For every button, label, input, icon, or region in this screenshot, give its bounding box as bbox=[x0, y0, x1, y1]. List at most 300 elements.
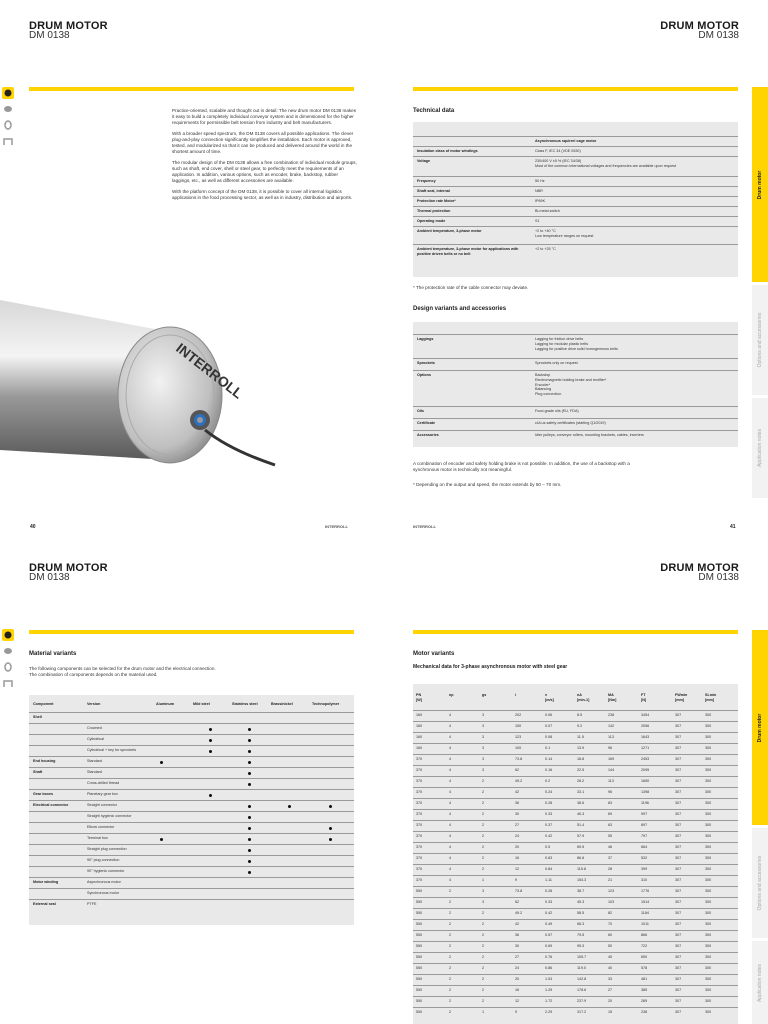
intro-text bbox=[172, 108, 357, 201]
motor-cell: 16 bbox=[515, 988, 520, 992]
motor-cell: 238 bbox=[641, 1010, 648, 1014]
motor-cell: 2 bbox=[482, 944, 485, 948]
motor-cell: 370 bbox=[416, 856, 423, 860]
material-available-dot bbox=[248, 750, 251, 753]
motor-cell: 69 bbox=[608, 812, 613, 816]
motor-cell: 1514 bbox=[641, 900, 650, 904]
material-table bbox=[29, 695, 354, 925]
material-available-dot bbox=[248, 827, 251, 830]
motor-cell: 300 bbox=[705, 790, 712, 794]
motor-cell: 142 bbox=[608, 724, 615, 728]
motor-cell: 2056 bbox=[641, 724, 650, 728]
motor-cell: 113 bbox=[608, 779, 614, 783]
motor-cell: 96 bbox=[608, 746, 613, 750]
motor-cell: 4 bbox=[449, 823, 452, 827]
tab-options-accessories-bottom[interactable] bbox=[752, 828, 768, 938]
tech-row-value: S1 bbox=[535, 219, 540, 223]
motor-row bbox=[413, 787, 738, 794]
header-subtitle-tr: DM 0138 bbox=[698, 30, 739, 41]
footer-brand-tl: INTERROLL bbox=[325, 524, 348, 529]
motor-cell: 370 bbox=[416, 790, 423, 794]
material-available-dot bbox=[209, 739, 212, 742]
design-row-value: Backstop Electromagnetic holding brake and rectifier* Encoder* Balancing Plug connection bbox=[535, 373, 607, 397]
motor-cell: 300 bbox=[705, 713, 712, 717]
motor-cell: 2 bbox=[482, 801, 485, 805]
motor-cell: 2095 bbox=[641, 768, 650, 772]
motor-cell: 307 bbox=[675, 746, 682, 750]
motor-cell: 370 bbox=[416, 801, 423, 805]
material-version: Terminal box bbox=[87, 836, 108, 840]
motor-cell: 550 bbox=[416, 988, 423, 992]
motor-cell: 16 bbox=[515, 856, 520, 860]
motor-cell: 0.33 bbox=[545, 812, 553, 816]
motor-row bbox=[413, 996, 738, 1003]
motor-cell: 310 bbox=[641, 878, 648, 882]
motor-cell: 57.9 bbox=[577, 834, 585, 838]
motor-cell: 50 bbox=[608, 944, 613, 948]
material-available-dot bbox=[329, 827, 332, 830]
motor-cell: 123 bbox=[608, 889, 615, 893]
material-component: Electrical connector bbox=[33, 803, 69, 807]
material-available-dot bbox=[248, 761, 251, 764]
motor-cell: 13.9 bbox=[577, 746, 585, 750]
motor-cell: 83 bbox=[608, 801, 613, 805]
motor-cell: 300 bbox=[705, 900, 712, 904]
motor-row bbox=[413, 1007, 738, 1014]
motor-cell: 307 bbox=[675, 812, 682, 816]
motor-cell: 300 bbox=[705, 757, 712, 761]
motor-row bbox=[413, 809, 738, 816]
motor-cell: 0.37 bbox=[545, 823, 553, 827]
motor-cell: 307 bbox=[675, 779, 682, 783]
material-row bbox=[29, 734, 354, 741]
design-row-key: Certificate bbox=[417, 421, 436, 425]
motor-cell: 49.2 bbox=[515, 911, 523, 915]
motor-cell: 37 bbox=[608, 856, 613, 860]
motor-variants-title: Motor variants bbox=[413, 651, 455, 657]
motor-cell: 866 bbox=[641, 933, 648, 937]
material-available-dot bbox=[248, 739, 251, 742]
motor-cell: 30 bbox=[515, 812, 520, 816]
motor-cell: 119.0 bbox=[577, 966, 586, 970]
tech-row-value: 230/400 V ±5 % (IEC 34/38) Most of the common international voltages and frequencies are available upon request bbox=[535, 159, 677, 168]
motor-cell: 399 bbox=[641, 867, 648, 871]
motor-cell: 113 bbox=[608, 735, 614, 739]
motor-cell: 45 bbox=[608, 955, 613, 959]
motor-cell: 0.33 bbox=[545, 900, 553, 904]
material-version: Asynchronous motor bbox=[87, 880, 121, 884]
motor-row bbox=[413, 798, 738, 805]
material-available-dot bbox=[209, 750, 212, 753]
ring-icon bbox=[2, 661, 14, 673]
material-version: Straight hygienic connector bbox=[87, 814, 132, 818]
motor-cell: 481 bbox=[641, 977, 648, 981]
motor-cell: 300 bbox=[705, 977, 712, 981]
motor-row bbox=[413, 864, 738, 871]
motor-row bbox=[413, 897, 738, 904]
material-component: Gear boxes bbox=[33, 792, 54, 796]
motor-cell: 2 bbox=[482, 966, 485, 970]
motor-cell: 20 bbox=[608, 999, 613, 1003]
motor-row bbox=[413, 886, 738, 893]
motor-cell: 300 bbox=[705, 889, 712, 893]
motor-cell: 30 bbox=[515, 944, 520, 948]
motor-cell: 307 bbox=[675, 845, 682, 849]
design-variants-table bbox=[413, 322, 738, 447]
motor-cell: 169 bbox=[608, 757, 615, 761]
motor-cell: 2 bbox=[449, 955, 452, 959]
motor-cell: 33.1 bbox=[577, 790, 585, 794]
motor-cell: 550 bbox=[416, 955, 423, 959]
motor-cell: 2 bbox=[449, 900, 452, 904]
motor-row bbox=[413, 974, 738, 981]
motor-cell: 4 bbox=[449, 878, 452, 882]
motor-row bbox=[413, 776, 738, 783]
tab-application-notes-bottom[interactable] bbox=[752, 941, 768, 1024]
motor-cell: 2 bbox=[482, 955, 485, 959]
header-title-bl: DRUM MOTOR bbox=[29, 562, 108, 574]
drum-motor-icon bbox=[2, 629, 14, 641]
material-row bbox=[29, 855, 354, 862]
motor-cell: 300 bbox=[705, 999, 712, 1003]
motor-row bbox=[413, 875, 738, 882]
material-row bbox=[29, 877, 354, 884]
tech-row-value: Bi-metal switch bbox=[535, 209, 560, 213]
motor-cell: 4 bbox=[449, 779, 452, 783]
material-version: Cross-drilled thread bbox=[87, 781, 120, 785]
roller-icon bbox=[2, 645, 14, 657]
motor-cell: 550 bbox=[416, 999, 423, 1003]
motor-cell: 15 bbox=[608, 1010, 613, 1014]
motor-cell: 2453 bbox=[641, 757, 650, 761]
motor-cell: 1650 bbox=[641, 779, 650, 783]
motor-header: i bbox=[515, 693, 517, 697]
design-note-1: A combination of encoder and safety holding brake is not possible. In addition, the use of a backstop with a synchronous motor is technically not meaningful. bbox=[413, 461, 630, 472]
motor-cell: 664 bbox=[641, 845, 648, 849]
motor-cell: 3 bbox=[482, 746, 485, 750]
material-available-dot bbox=[160, 838, 163, 841]
tab-options-accessories-top[interactable] bbox=[752, 285, 768, 395]
motor-cell: 2 bbox=[482, 856, 485, 860]
motor-cell: 9.2 bbox=[577, 724, 583, 728]
motor-cell: 550 bbox=[416, 944, 423, 948]
motor-cell: 370 bbox=[416, 823, 423, 827]
motor-cell: 178.6 bbox=[577, 988, 587, 992]
motor-cell: 997 bbox=[641, 812, 648, 816]
tab-drum-motor-top[interactable] bbox=[752, 87, 768, 282]
tech-row-value: +2 to +40 °C Low temperature ranges on request bbox=[535, 229, 594, 238]
motor-cell: 3 bbox=[482, 724, 485, 728]
tab-drum-motor-bottom[interactable] bbox=[752, 630, 768, 825]
motor-cell: 300 bbox=[705, 922, 712, 926]
motor-cell: 27 bbox=[608, 988, 613, 992]
material-row bbox=[29, 866, 354, 873]
material-available-dot bbox=[209, 728, 212, 731]
motor-cell: 21 bbox=[608, 878, 613, 882]
motor-cell: 160 bbox=[416, 724, 423, 728]
material-version: Straight plug connection bbox=[87, 847, 127, 851]
motor-cell: 4 bbox=[449, 724, 452, 728]
motor-cell: 300 bbox=[705, 812, 712, 816]
motor-cell: 307 bbox=[675, 988, 682, 992]
intro-paragraph-2: With a broader speed spectrum, the DM 0138 covers all possible applications. The clever plug-and-play connection significantly simplifies the installation. Each motor is approved, tested, and modularized so that it can be produced and delivered around the world in the shortest amount of time. bbox=[172, 131, 354, 154]
material-version: Cylindrical bbox=[87, 737, 105, 741]
footer-brand-tr: INTERROLL bbox=[413, 524, 436, 529]
motor-row bbox=[413, 765, 738, 772]
motor-cell: 289 bbox=[641, 999, 648, 1003]
header-subtitle-tl: DM 0138 bbox=[29, 30, 70, 41]
motor-cell: 33 bbox=[608, 977, 613, 981]
mat-header-mild-steel: Mild steel bbox=[193, 702, 210, 706]
motor-cell: 24 bbox=[515, 834, 520, 838]
motor-cell: 68.3 bbox=[577, 922, 585, 926]
motor-cell: 385 bbox=[641, 988, 648, 992]
material-row bbox=[29, 756, 354, 763]
motor-cell: 86.8 bbox=[577, 856, 585, 860]
tab-label: Drum motor bbox=[757, 170, 763, 199]
motor-cell: 2 bbox=[482, 812, 485, 816]
material-row bbox=[29, 822, 354, 829]
motor-cell: 300 bbox=[705, 911, 712, 915]
motor-cell: 300 bbox=[705, 834, 712, 838]
motor-cell: 58.5 bbox=[577, 911, 585, 915]
motor-cell: 307 bbox=[675, 977, 682, 981]
material-available-dot bbox=[248, 783, 251, 786]
motor-cell: 1643 bbox=[641, 735, 650, 739]
motor-cell: 0.14 bbox=[545, 757, 553, 761]
material-available-dot bbox=[329, 805, 332, 808]
drum-motor-image bbox=[0, 290, 280, 490]
material-available-dot bbox=[248, 838, 251, 841]
motor-cell: 3 bbox=[482, 889, 485, 893]
motor-cell: 0.2 bbox=[545, 779, 551, 783]
motor-cell: 307 bbox=[675, 900, 682, 904]
bracket-icon bbox=[2, 677, 14, 689]
tech-row-key: Voltage bbox=[417, 159, 431, 163]
motor-cell: 300 bbox=[705, 845, 712, 849]
motor-cell: 1271 bbox=[641, 746, 650, 750]
motor-cell: 897 bbox=[641, 823, 648, 827]
motor-cell: 3454 bbox=[641, 713, 650, 717]
motor-cell: 550 bbox=[416, 889, 423, 893]
yellow-rule-tr bbox=[413, 87, 738, 91]
motor-cell: 36 bbox=[515, 801, 520, 805]
motor-cell: 79.5 bbox=[577, 933, 585, 937]
motor-row bbox=[413, 721, 738, 728]
motor-cell: 95.3 bbox=[577, 944, 585, 948]
motor-cell: 300 bbox=[705, 801, 712, 805]
motor-cell: 4 bbox=[449, 757, 452, 761]
side-icons-bl bbox=[0, 627, 16, 697]
motor-cell: 307 bbox=[675, 735, 682, 739]
tech-data-table bbox=[413, 122, 738, 277]
design-row-key: Options bbox=[417, 373, 431, 377]
motor-cell: 307 bbox=[675, 1010, 682, 1014]
tab-label: Options and accessories bbox=[757, 312, 763, 368]
material-available-dot bbox=[248, 871, 251, 874]
material-version: Standard bbox=[87, 759, 102, 763]
motor-header: PN [W] bbox=[416, 693, 422, 702]
motor-cell: 2 bbox=[449, 999, 452, 1003]
motor-cell: 300 bbox=[705, 955, 712, 959]
motor-cell: 18.8 bbox=[577, 757, 585, 761]
header-subtitle-br: DM 0138 bbox=[698, 572, 739, 583]
motor-cell: 12 bbox=[515, 999, 520, 1003]
material-available-dot bbox=[209, 794, 212, 797]
material-component: External seal bbox=[33, 902, 56, 906]
tech-row-value: NBR bbox=[535, 189, 543, 193]
motor-cell: 550 bbox=[416, 977, 423, 981]
motor-cell: 2 bbox=[482, 790, 485, 794]
material-row bbox=[29, 899, 354, 906]
motor-cell: 11.5 bbox=[577, 735, 584, 739]
tech-row-key: Operating mode bbox=[417, 219, 446, 223]
motor-cell: 62 bbox=[515, 768, 520, 772]
motor-row bbox=[413, 842, 738, 849]
motor-cell: 3 bbox=[482, 713, 485, 717]
motor-row bbox=[413, 952, 738, 959]
motor-cell: 49.2 bbox=[515, 779, 523, 783]
motor-cell: 100 bbox=[515, 746, 522, 750]
tech-row-key: Protection rate Motor* bbox=[417, 199, 456, 203]
motor-cell: 12 bbox=[515, 867, 520, 871]
motor-cell: 307 bbox=[675, 724, 682, 728]
motor-cell: 115.8 bbox=[577, 867, 586, 871]
intro-paragraph-1: Practice-oriented, scalable and thought out in detail: The new drum motor DM 0138 makes it easy to build a completely individual conveyor system and is dimensioned for the higher requirements for permissible belt tension from industry and belt manufacturers. bbox=[172, 108, 357, 125]
motor-cell: 1.72 bbox=[545, 999, 553, 1003]
design-row-value: Sprockets only on request bbox=[535, 361, 578, 365]
motor-cell: 307 bbox=[675, 911, 682, 915]
motor-cell: 317.2 bbox=[577, 1010, 587, 1014]
tab-application-notes-top[interactable] bbox=[752, 398, 768, 498]
material-version: Planetary gear box bbox=[87, 792, 118, 796]
motor-cell: 300 bbox=[705, 735, 712, 739]
motor-cell: 51.4 bbox=[577, 823, 585, 827]
motor-cell: 2 bbox=[449, 889, 452, 893]
motor-row bbox=[413, 919, 738, 926]
header-title-tr: DRUM MOTOR bbox=[660, 20, 739, 32]
side-icons-tl bbox=[0, 85, 16, 155]
motor-cell: 0.76 bbox=[545, 955, 553, 959]
motor-header: v [m/s] bbox=[545, 693, 554, 702]
motor-cell: 8.5 bbox=[577, 713, 583, 717]
motor-header: gs bbox=[482, 693, 487, 697]
design-row-key: Laggings bbox=[417, 337, 434, 341]
material-available-dot bbox=[160, 761, 163, 764]
motor-cell: 300 bbox=[705, 779, 712, 783]
motor-cell: 103 bbox=[608, 900, 615, 904]
motor-cell: 4 bbox=[449, 812, 452, 816]
motor-cell: 650 bbox=[641, 955, 648, 959]
motor-cell: 300 bbox=[705, 1010, 712, 1014]
motor-cell: 144 bbox=[608, 768, 615, 772]
motor-row bbox=[413, 963, 738, 970]
motor-cell: 142.8 bbox=[577, 977, 587, 981]
page-number-40: 40 bbox=[30, 524, 36, 530]
motor-row bbox=[413, 732, 738, 739]
motor-cell: 1 bbox=[482, 878, 485, 882]
motor-cell: 1 bbox=[482, 1010, 485, 1014]
tech-data-title: Technical data bbox=[413, 108, 455, 114]
motor-cell: 4 bbox=[449, 845, 452, 849]
motor-cell: 4 bbox=[449, 735, 452, 739]
motor-cell: 307 bbox=[675, 867, 682, 871]
motor-cell: 2 bbox=[482, 999, 485, 1003]
yellow-rule-br bbox=[413, 630, 738, 634]
motor-cell: 1.11 bbox=[545, 878, 552, 882]
material-available-dot bbox=[248, 849, 251, 852]
material-component: Motor winding bbox=[33, 880, 59, 884]
material-version: PTFE bbox=[87, 902, 97, 906]
motor-cell: 70 bbox=[608, 922, 613, 926]
header-title-tl: DRUM MOTOR bbox=[29, 20, 108, 32]
motor-data-table bbox=[413, 684, 738, 1024]
motor-cell: 0.06 bbox=[545, 713, 553, 717]
mat-header-technopolymer: Technopolymer bbox=[312, 702, 340, 706]
motor-cell: 2 bbox=[482, 845, 485, 849]
tech-row-key: Thermal protection bbox=[417, 209, 451, 213]
motor-row bbox=[413, 941, 738, 948]
motor-header: SLmin [mm] bbox=[705, 693, 717, 702]
motor-cell: 2 bbox=[482, 823, 485, 827]
motor-cell: 370 bbox=[416, 834, 423, 838]
motor-cell: 307 bbox=[675, 878, 682, 882]
motor-cell: 722 bbox=[641, 944, 648, 948]
tech-row-key: Ambient temperature, 3-phase motor bbox=[417, 229, 482, 233]
yellow-rule-tl bbox=[29, 87, 354, 91]
motor-cell: 307 bbox=[675, 834, 682, 838]
motor-cell: 2 bbox=[449, 1010, 452, 1014]
motor-cell: 1196 bbox=[641, 801, 649, 805]
motor-cell: 550 bbox=[416, 922, 423, 926]
motor-cell: 0.84 bbox=[545, 867, 553, 871]
design-note-2: * Depending on the output and speed, the motor extends by 50 – 70 mm. bbox=[413, 482, 562, 487]
motor-cell: 300 bbox=[705, 746, 712, 750]
tech-footnote: * The protection rate of the cable connector may deviate. bbox=[413, 285, 529, 290]
motor-cell: 0.42 bbox=[545, 834, 553, 838]
material-version: Cylindrical + key for sprockets bbox=[87, 748, 137, 752]
motor-cell: 1398 bbox=[641, 790, 650, 794]
motor-cell: 123 bbox=[515, 735, 522, 739]
material-component: Shell bbox=[33, 715, 42, 719]
ring-icon bbox=[2, 119, 14, 131]
motor-cell: 36 bbox=[515, 933, 520, 937]
motor-cell: 307 bbox=[675, 966, 682, 970]
motor-cell: 160 bbox=[416, 713, 423, 717]
motor-cell: 300 bbox=[705, 768, 712, 772]
motor-cell: 307 bbox=[675, 757, 682, 761]
motor-cell: 1.03 bbox=[545, 977, 553, 981]
motor-cell: 370 bbox=[416, 768, 423, 772]
motor-cell: 1776 bbox=[641, 889, 650, 893]
motor-cell: 63 bbox=[608, 823, 613, 827]
motor-cell: 550 bbox=[416, 966, 423, 970]
bracket-icon bbox=[2, 135, 14, 147]
motor-cell: 0.28 bbox=[545, 801, 553, 805]
motor-cell: 42 bbox=[515, 922, 520, 926]
motor-cell: 28.2 bbox=[577, 779, 585, 783]
tech-row-value: Asynchronous squirrel cage motor bbox=[535, 139, 597, 143]
intro-paragraph-3: The modular design of the DM 0138 allows a free combination of individual module groups, such as shaft, end cover, shell or steel gear, to perfectly meet the requirements of an application. In addition, various options, such as encoder, brake, backstop, rubber laggings, etc., as well as different accessories are available. bbox=[172, 160, 357, 183]
motor-header: nA [min-1] bbox=[577, 693, 590, 702]
motor-cell: 3 bbox=[482, 768, 485, 772]
motor-cell: 42 bbox=[515, 790, 520, 794]
material-version: 90° plug connection bbox=[87, 858, 120, 862]
motor-cell: 1184 bbox=[641, 911, 649, 915]
tech-row-key: Shaft seal, internal bbox=[417, 189, 450, 193]
motor-cell: 300 bbox=[705, 988, 712, 992]
tab-label: Application notes bbox=[757, 963, 763, 1002]
